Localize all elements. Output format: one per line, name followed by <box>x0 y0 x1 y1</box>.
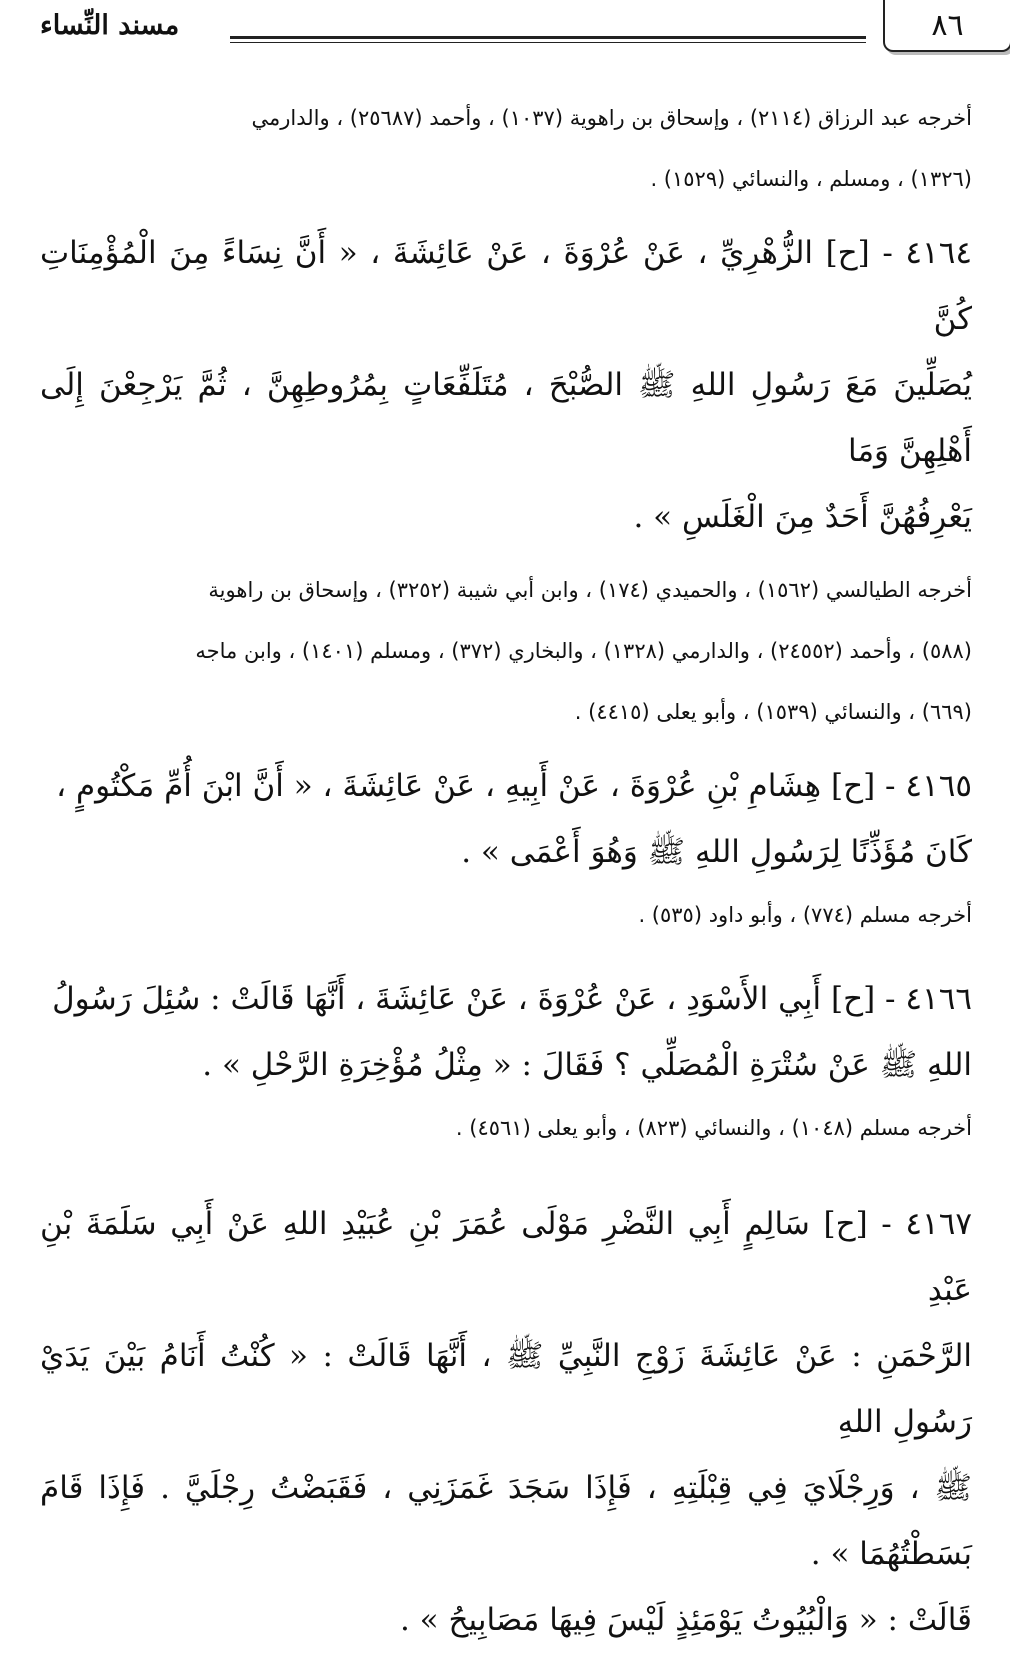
hadith-line: ﷺ ، وَرِجْلَايَ فِي قِبْلَتِهِ ، فَإِذَا سَجَدَ غَمَزَنِي ، فَقَبَضْتُ رِجْلَيَّ . فَإِذَا قَامَ بَسَطْتُهُمَا » . <box>40 1470 972 1572</box>
hadith-line: ٤١٦٦ - [ح] أَبِي الأَسْوَدِ ، عَنْ عُرْوَةَ ، عَنْ عَائِشَةَ ، أَنَّهَا قَالَتْ : سُئِلَ رَسُولُ <box>52 981 972 1017</box>
hadith-line: يَعْرِفُهُنَّ أَحَدٌ مِنَ الْغَلَسِ » . <box>633 499 972 535</box>
takhrij-note <box>40 1098 972 1159</box>
takhrij-note <box>40 885 972 946</box>
takhrij-note <box>40 560 972 743</box>
header-rule <box>230 36 866 39</box>
page-content <box>40 88 972 1653</box>
hadith-line: الرَّحْمَنِ : عَنْ عَائِشَةَ زَوْجِ النَّبِيِّ ﷺ ، أَنَّهَا قَالَتْ : « كُنْتُ أَنَامُ بَيْنَ يَدَيْ رَسُولِ اللهِ <box>40 1338 972 1440</box>
note-line: أخرجه عبد الرزاق (٢١١٤) ، وإسحاق بن راهوية (١٠٣٧) ، وأحمد (٢٥٦٨٧) ، والدارمي <box>251 106 972 130</box>
note-line: أخرجه مسلم (١٠٤٨) ، والنسائي (٨٢٣) ، وأبو يعلى (٤٥٦١) . <box>455 1116 972 1140</box>
note-line: (٦٦٩) ، والنسائي (١٥٣٩) ، وأبو يعلى (٤٤١٥) . <box>574 700 972 724</box>
note-line: (١٣٢٦) ، ومسلم ، والنسائي (١٥٢٩) . <box>650 167 972 191</box>
hadith-line: اللهِ ﷺ عَنْ سُتْرَةِ الْمُصَلِّي ؟ فَقَالَ : « مِثْلُ مُؤْخِرَةِ الرَّحْلِ » . <box>202 1047 972 1083</box>
hadith-4167 <box>40 1191 972 1653</box>
takhrij-note <box>40 88 972 210</box>
hadith-line: ٤١٦٥ - [ح] هِشَامِ بْنِ عُرْوَةَ ، عَنْ أَبِيهِ ، عَنْ عَائِشَةَ ، « أَنَّ ابْنَ أُمِّ مَكْتُومٍ ، <box>56 768 972 804</box>
page-header <box>40 0 972 60</box>
hadith-4166 <box>40 966 972 1098</box>
header-rule-thin <box>230 42 866 43</box>
hadith-line: ٤١٦٧ - [ح] سَالِمٍ أَبِي النَّضْرِ مَوْلَى عُمَرَ بْنِ عُبَيْدِ اللهِ عَنْ أَبِي سَلَمَةَ بْنِ عَبْدِ <box>40 1206 972 1308</box>
hadith-4164 <box>40 220 972 550</box>
page-number: ٨٦ <box>883 0 1010 52</box>
note-line: (٥٨٨) ، وأحمد (٢٤٥٥٢) ، والدارمي (١٣٢٨) ، والبخاري (٣٧٢) ، ومسلم (١٤٠١) ، وابن ماجه <box>195 639 972 663</box>
note-line: أخرجه الطيالسي (١٥٦٢) ، والحميدي (١٧٤) ، وابن أبي شيبة (٣٢٥٢) ، وإسحاق بن راهوية <box>208 578 972 602</box>
hadith-4165 <box>40 753 972 885</box>
hadith-line: كَانَ مُؤَذِّنًا لِرَسُولِ اللهِ ﷺ وَهُوَ أَعْمَى » . <box>461 834 972 870</box>
note-line: أخرجه مسلم (٧٧٤) ، وأبو داود (٥٣٥) . <box>638 903 972 927</box>
book-title: مسند النِّساء <box>40 10 180 41</box>
hadith-line: ٤١٦٤ - [ح] الزُّهْرِيِّ ، عَنْ عُرْوَةَ ، عَنْ عَائِشَةَ ، « أَنَّ نِسَاءً مِنَ الْمُؤْمِنَاتِ كُنَّ <box>40 235 972 337</box>
hadith-line: قَالَتْ : « وَالْبُيُوتُ يَوْمَئِذٍ لَيْسَ فِيهَا مَصَابِيحُ » . <box>399 1602 972 1638</box>
hadith-line: يُصَلِّينَ مَعَ رَسُولِ اللهِ ﷺ الصُّبْحَ ، مُتَلَفِّعَاتٍ بِمُرُوطِهِنَّ ، ثُمَّ يَرْجِعْنَ إِلَى أَهْلِهِنَّ وَمَا <box>40 367 972 469</box>
